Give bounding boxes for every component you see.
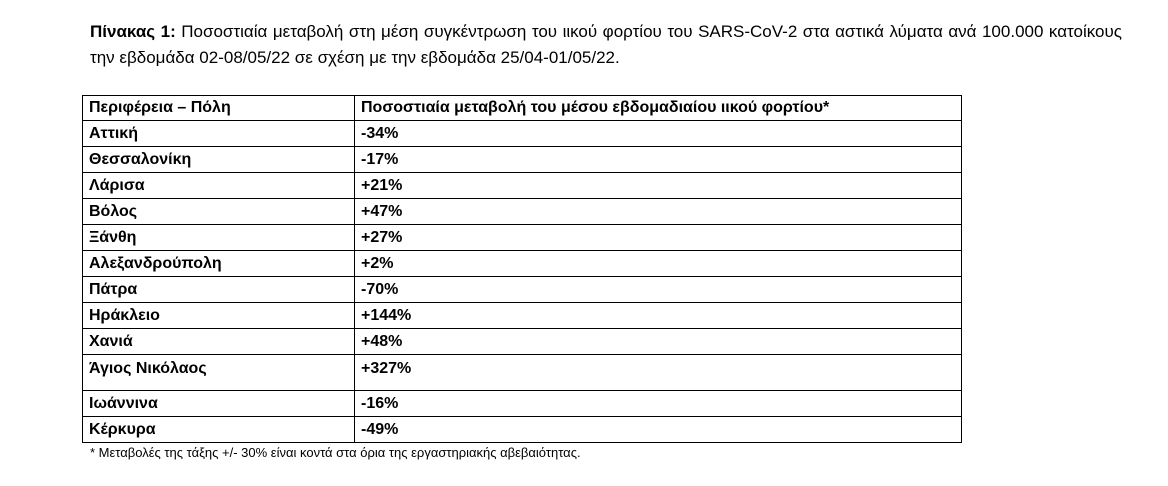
change-cell: +327% (355, 355, 962, 391)
city-cell: Θεσσαλονίκη (83, 147, 355, 173)
change-cell: +2% (355, 251, 962, 277)
header-region-city: Περιφέρεια – Πόλη (83, 96, 355, 121)
change-cell: -16% (355, 391, 962, 417)
table-header-row (83, 96, 962, 121)
table-row (83, 225, 962, 251)
caption-label: Πίνακας 1: (90, 22, 176, 41)
change-cell: -17% (355, 147, 962, 173)
city-cell: Πάτρα (83, 277, 355, 303)
city-cell: Ιωάννινα (83, 391, 355, 417)
city-cell: Αλεξανδρούπολη (83, 251, 355, 277)
change-cell: -34% (355, 121, 962, 147)
change-cell: -70% (355, 277, 962, 303)
table-row (83, 329, 962, 355)
city-cell: Ξάνθη (83, 225, 355, 251)
table-row (83, 303, 962, 329)
change-cell: +27% (355, 225, 962, 251)
city-cell: Ηράκλειο (83, 303, 355, 329)
city-cell: Άγιος Νικόλαος (83, 355, 355, 391)
city-cell: Βόλος (83, 199, 355, 225)
change-cell: +47% (355, 199, 962, 225)
city-cell: Κέρκυρα (83, 417, 355, 443)
table-row (83, 277, 962, 303)
change-cell: +21% (355, 173, 962, 199)
caption-text: Ποσοστιαία μεταβολή στη μέση συγκέντρωση του ιικού φορτίου του SARS-CoV-2 στα αστικά λύματα ανά 100.000 κατοίκους την εβδομάδα 02-08/05/22 σε σχέση με την εβδομάδα 25/04-01/05/22. (90, 22, 1122, 67)
table-row (83, 355, 962, 391)
change-cell: +48% (355, 329, 962, 355)
table-row (83, 199, 962, 225)
table-row (83, 173, 962, 199)
city-cell: Λάρισα (83, 173, 355, 199)
header-percent-change: Ποσοστιαία μεταβολή του μέσου εβδομαδιαίου ιικού φορτίου* (355, 96, 962, 121)
table-row (83, 147, 962, 173)
change-cell: +144% (355, 303, 962, 329)
table-row (83, 121, 962, 147)
table-caption (90, 19, 1122, 71)
viral-load-change-table (82, 95, 962, 443)
table-row (83, 391, 962, 417)
city-cell: Χανιά (83, 329, 355, 355)
table-row (83, 251, 962, 277)
city-cell: Αττική (83, 121, 355, 147)
change-cell: -49% (355, 417, 962, 443)
footnote: * Μεταβολές της τάξης +/- 30% είναι κοντά στα όρια της εργαστηριακής αβεβαιότητας. (90, 445, 581, 460)
table-row (83, 417, 962, 443)
